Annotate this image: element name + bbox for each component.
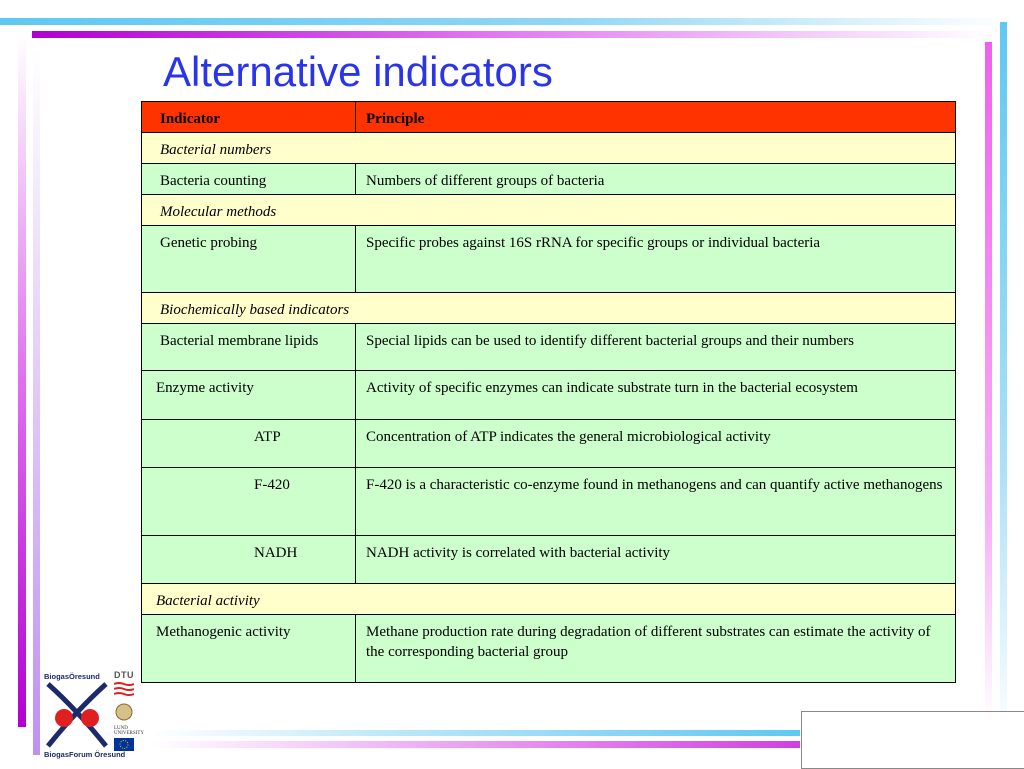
section-row bbox=[142, 133, 956, 164]
table-row bbox=[142, 420, 956, 468]
indicator-cell: Bacterial membrane lipids bbox=[142, 324, 356, 371]
principle-cell: Specific probes against 16S rRNA for specific groups or individual bacteria bbox=[356, 226, 956, 293]
bottom-blue-stripe bbox=[150, 730, 800, 736]
section-row bbox=[142, 195, 956, 226]
indicator-cell: Enzyme activity bbox=[142, 371, 356, 420]
header-indicator: Indicator bbox=[142, 102, 356, 133]
table-row bbox=[142, 371, 956, 420]
slide-title: Alternative indicators bbox=[163, 48, 553, 95]
left-lavender-stripe bbox=[33, 50, 40, 755]
biogas-x-logo-icon bbox=[42, 680, 112, 750]
section-row bbox=[142, 584, 956, 615]
table-row bbox=[142, 615, 956, 683]
dtu-logo: DTU bbox=[114, 670, 134, 680]
logo-top-text: BiogasÖresund bbox=[44, 672, 100, 681]
bottom-pink-stripe bbox=[150, 741, 800, 748]
left-pink-stripe bbox=[18, 34, 26, 727]
indicator-cell: Bacteria counting bbox=[142, 164, 356, 195]
section-label: Bacterial activity bbox=[142, 584, 956, 615]
top-pink-stripe bbox=[32, 31, 992, 38]
table-row bbox=[142, 324, 956, 371]
indicator-cell: ATP bbox=[142, 420, 356, 468]
indicator-cell: Methanogenic activity bbox=[142, 615, 356, 683]
right-blue-stripe bbox=[1000, 22, 1007, 742]
slide-thumbnail-preview bbox=[801, 711, 1024, 769]
biogas-oresund-logo bbox=[40, 668, 144, 760]
table-row bbox=[142, 226, 956, 293]
indicator-cell: F-420 bbox=[142, 468, 356, 536]
lund-seal-icon bbox=[114, 703, 134, 721]
right-pink-stripe bbox=[985, 42, 992, 722]
table-row bbox=[142, 536, 956, 584]
indicators-table bbox=[141, 101, 956, 683]
principle-cell: F-420 is a characteristic co-enzyme found in methanogens and can quantify active methanogens bbox=[356, 468, 956, 536]
section-label: Biochemically based indicators bbox=[142, 293, 956, 324]
table-header-row bbox=[142, 102, 956, 133]
lund-logo-text: LUND UNIVERSITY bbox=[114, 726, 144, 736]
table-row bbox=[142, 164, 956, 195]
partner-logos bbox=[114, 670, 144, 756]
section-label: Bacterial numbers bbox=[142, 133, 956, 164]
principle-cell: Numbers of different groups of bacteria bbox=[356, 164, 956, 195]
table-row bbox=[142, 468, 956, 536]
principle-cell: Activity of specific enzymes can indicate substrate turn in the bacterial ecosystem bbox=[356, 371, 956, 420]
logo-bottom-text: BiogasForum Öresund bbox=[44, 750, 126, 759]
indicator-cell: Genetic probing bbox=[142, 226, 356, 293]
section-row bbox=[142, 293, 956, 324]
header-principle: Principle bbox=[356, 102, 956, 133]
principle-cell: Methane production rate during degradation of different substrates can estimate the activity of the corresponding bacterial group bbox=[356, 615, 956, 683]
principle-cell: NADH activity is correlated with bacterial activity bbox=[356, 536, 956, 584]
indicator-cell: NADH bbox=[142, 536, 356, 584]
section-label: Molecular methods bbox=[142, 195, 956, 226]
principle-cell: Concentration of ATP indicates the general microbiological activity bbox=[356, 420, 956, 468]
principle-cell: Special lipids can be used to identify different bacterial groups and their numbers bbox=[356, 324, 956, 371]
top-blue-stripe bbox=[0, 18, 1010, 25]
waves-icon bbox=[114, 682, 134, 696]
